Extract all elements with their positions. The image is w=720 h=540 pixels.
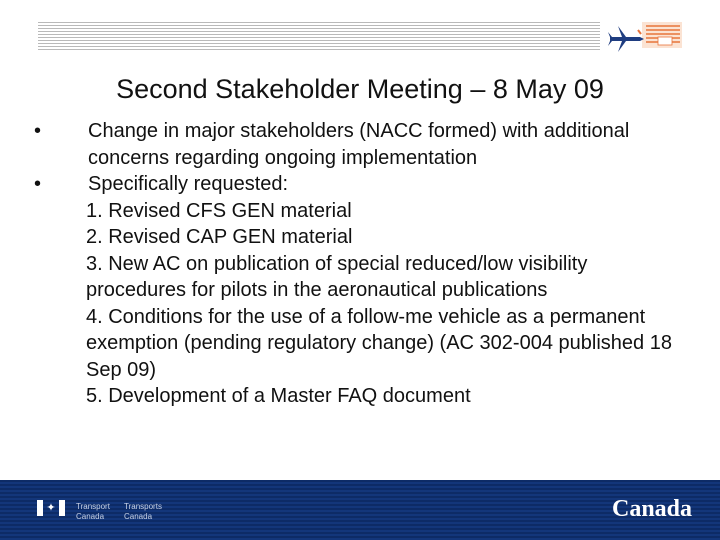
bullet-text: Specifically requested: bbox=[88, 173, 289, 195]
header-stripe-band bbox=[38, 22, 684, 52]
bullet-item bbox=[32, 171, 682, 198]
slide-title: Second Stakeholder Meeting – 8 May 09 bbox=[116, 74, 604, 104]
slide-body bbox=[32, 118, 682, 410]
sub-item: 4. Conditions for the use of a follow-me vehicle as a permanent exemption (pending regulatory change) (AC 302-004 published 18 Sep 09) bbox=[86, 305, 672, 381]
org-line: Transport bbox=[76, 502, 110, 511]
org-line: Canada bbox=[124, 512, 153, 521]
org-name-english bbox=[76, 502, 110, 522]
airplane-logo-icon bbox=[600, 20, 684, 54]
sub-item: 2. Revised CAP GEN material bbox=[86, 226, 353, 248]
org-name-french bbox=[124, 502, 162, 522]
canada-wordmark: Canada bbox=[612, 496, 693, 522]
bullet-marker: • bbox=[34, 120, 42, 142]
org-line: Transports bbox=[124, 502, 162, 511]
bullet-marker: • bbox=[34, 173, 42, 195]
sub-item: 1. Revised CFS GEN material bbox=[86, 199, 352, 222]
sub-item: 5. Development of a Master FAQ document bbox=[86, 385, 471, 407]
org-line: Canada bbox=[76, 512, 105, 521]
bullet-item bbox=[32, 118, 682, 171]
canada-flag-icon: ✦ bbox=[37, 500, 65, 516]
bullet-text: Change in major stakeholders (NACC formed) with additional concerns regarding ongoing implementation bbox=[88, 120, 630, 169]
sub-item: 3. New AC on publication of special reduced/low visibility procedures for pilots in the aeronautical publications bbox=[86, 252, 588, 301]
